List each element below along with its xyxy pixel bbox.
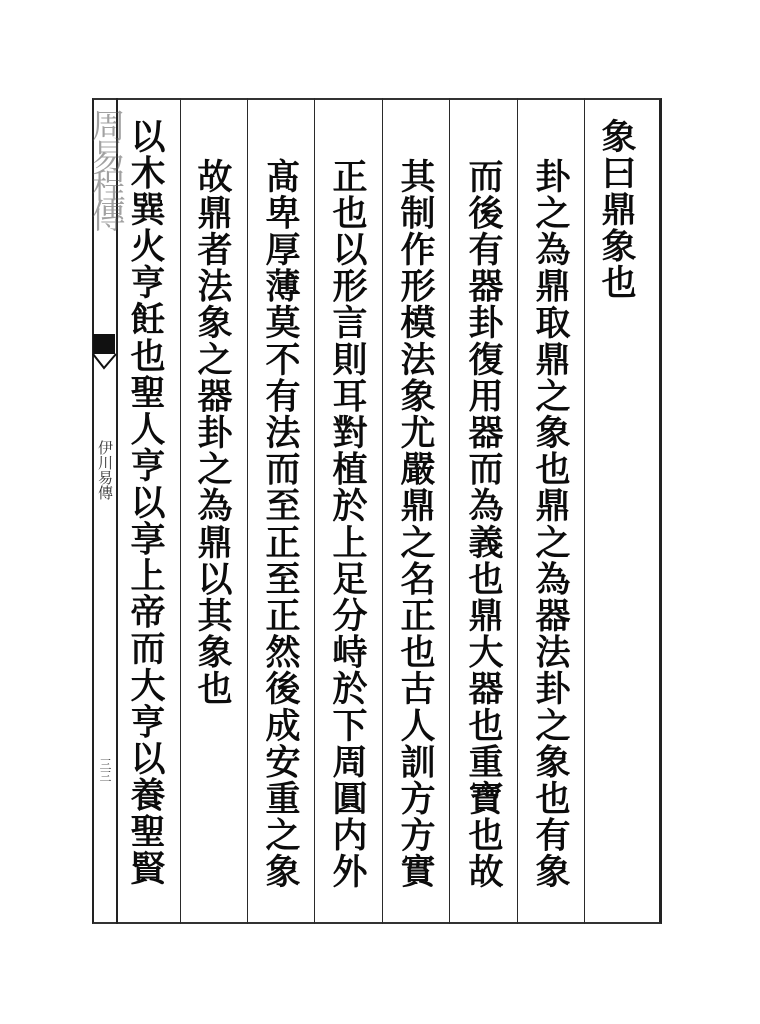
text-column-1: 卦之為鼎取鼎之象也鼎之為器法卦之象也有象	[530, 158, 571, 890]
text-column-heading: 象曰鼎象也	[596, 118, 637, 301]
fish-tail-mark-icon	[92, 330, 118, 375]
column-divider	[517, 98, 518, 924]
margin-page-number: 三三	[98, 758, 112, 782]
text-column-3: 其制作形模法象尤嚴鼎之名正也古人訓方方實	[395, 158, 436, 890]
margin-book-name: 伊川易傳	[96, 440, 114, 500]
column-divider	[314, 98, 315, 924]
text-column-5: 髙卑厚薄莫不有法而至正至正然後成安重之象	[260, 158, 301, 890]
text-column-6: 故鼎者法象之器卦之為鼎以其象也	[192, 158, 233, 707]
column-divider	[584, 98, 585, 924]
text-column-7: 以木巽火亨飪也聖人亨以享上帝而大亨以養聖賢	[125, 118, 166, 887]
column-divider	[247, 98, 248, 924]
column-divider	[382, 98, 383, 924]
page-frame	[85, 98, 662, 924]
text-column-4: 正也以形言則耳對植於上足分峙於下周圓内外	[327, 158, 368, 890]
column-divider	[180, 98, 181, 924]
margin-title: 周易程傳	[85, 108, 125, 228]
text-column-2: 而後有器卦復用器而為義也鼎大器也重寶也故	[463, 158, 504, 890]
column-divider	[449, 98, 450, 924]
